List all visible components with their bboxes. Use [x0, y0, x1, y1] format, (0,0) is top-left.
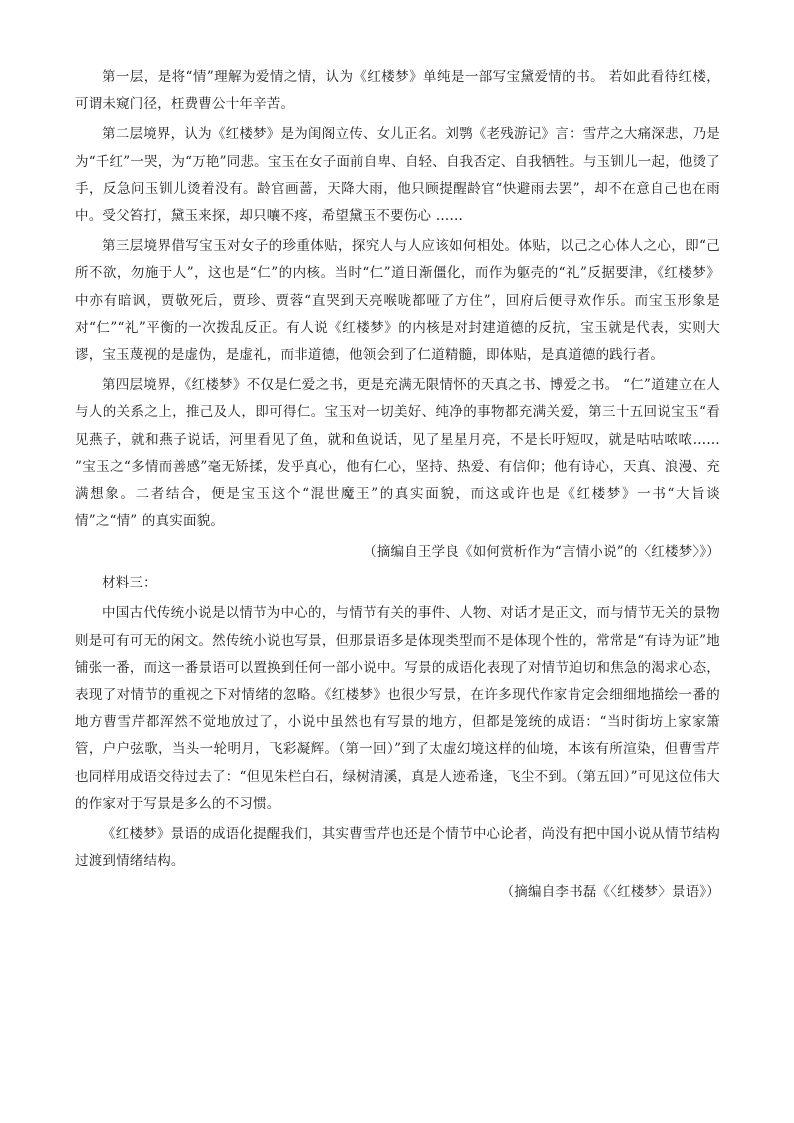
- paragraph-material-three-conclusion: 《红楼梦》景语的成语化提醒我们，其实曹雪芹也还是个情节中心论者，尚没有把中国小说从情节结构过渡到情绪结构。: [75, 826, 720, 870]
- document-body: [75, 64, 720, 909]
- paragraph-layer-three: 第三层境界借写宝玉对女子的珍重体贴，探究人与人应该如何相处。体贴，以己之心体人之心，即“己所不欲，勿施于人”，这也是“仁”的内核。当时“仁”道日渐僵化，而作为躯壳的“礼”反据要津，《红楼梦》中亦有暗讽，贾敬死后，贾珍、贾蓉“直哭到天亮喉咙都哑了方住”，回府后便寻欢作乐。而宝玉形象是对“仁”“礼”平衡的一次拨乱反正。有人说《红楼梦》的内核是对封建道德的反抗，宝玉就是代表，实则大谬，宝玉蔑视的是虚伪，是虚礼，而非道德，他领会到了仁道精髓，即体贴，是真道德的践行者。: [75, 238, 720, 364]
- paragraph-layer-one: 第一层，是将“情”理解为爱情之情，认为《红楼梦》单纯是一部写宝黛爱情的书。 若如此看待红楼，可谓未窥门径，枉费曹公十年辛苦。: [75, 69, 720, 113]
- material-three-label: 材料三：: [102, 575, 157, 592]
- source-citation-li: （摘编自李书磊《〈红楼梦〉景语》）: [500, 884, 720, 901]
- paragraph-material-three-main: 中国古代传统小说是以情节为中心的，与情节有关的事件、人物、对话才是正文，而与情节无关的景物则是可有可无的闲文。然传统小说也写景，但那景语多是体现类型而不是体现个性的，常常是“有诗为证”地铺张一番，而这一番景语可以置换到任何一部小说中。写景的成语化表现了对情节迫切和焦急的渴求心态，表现了对情节的重视之下对情绪的忽略。《红楼梦》也很少写景，在许多现代作家肯定会细细地描绘一番的地方曹雪芹都浑然不觉地放过了，小说中虽然也有写景的地方，但都是笼统的成语：“当时街坊上家家箫管，户户弦歌，当头一轮明月，飞彩凝辉。（第一回）”到了太虚幻境这样的仙境，本该有所渲染，但曹雪芹也同样用成语交待过去了：“但见朱栏白石，绿树清溪，真是人迹希逢，飞尘不到。（第五回）”可见这位伟大的作家对于写景是多么的不习惯。: [75, 605, 720, 812]
- paragraph-layer-four: 第四层境界，《红楼梦》不仅是仁爱之书，更是充满无限情怀的天真之书、博爱之书。 “仁”道建立在人与人的关系之上，推己及人，即可得仁。宝玉对一切美好、纯净的事物都充满关爱，第三十五回说宝玉“看见燕子，就和燕子说话，河里看见了鱼，就和鱼说话，见了星星月亮，不是长吁短叹，就是咕咕哝哝…… ”宝玉之“多情而善感”毫无矫揉，发乎真心，他有仁心，坚持、热爱、有信仰；他有诗心，天真、浪漫、充满想象。二者结合，便是宝玉这个“混世魔王”的真实面貌，而这或许也是《红楼梦》一书“大旨谈情”之“情” 的真实面貌。: [75, 377, 720, 530]
- paragraph-layer-two: 第二层境界，认为《红楼梦》是为闺阁立传、女儿正名。刘鹗《老残游记》言：雪芹之大痛深悲，乃是为“千红”一哭，为“万艳”同悲。宝玉在女子面前自卑、自轻、自我否定、自我牺牲。与玉钏儿一起，他烫了手，反急问玉钏儿烫着没有。龄官画蔷，天降大雨，他只顾提醒龄官“快避雨去罢”，却不在意自己也在雨中。受父笞打，黛玉来探，却只嚷不疼，希望黛玉不要伤心 ……: [75, 126, 720, 225]
- source-citation-wang: （摘编自王学良《如何赏析作为“言情小说”的〈红楼梦〉》）: [363, 544, 720, 561]
